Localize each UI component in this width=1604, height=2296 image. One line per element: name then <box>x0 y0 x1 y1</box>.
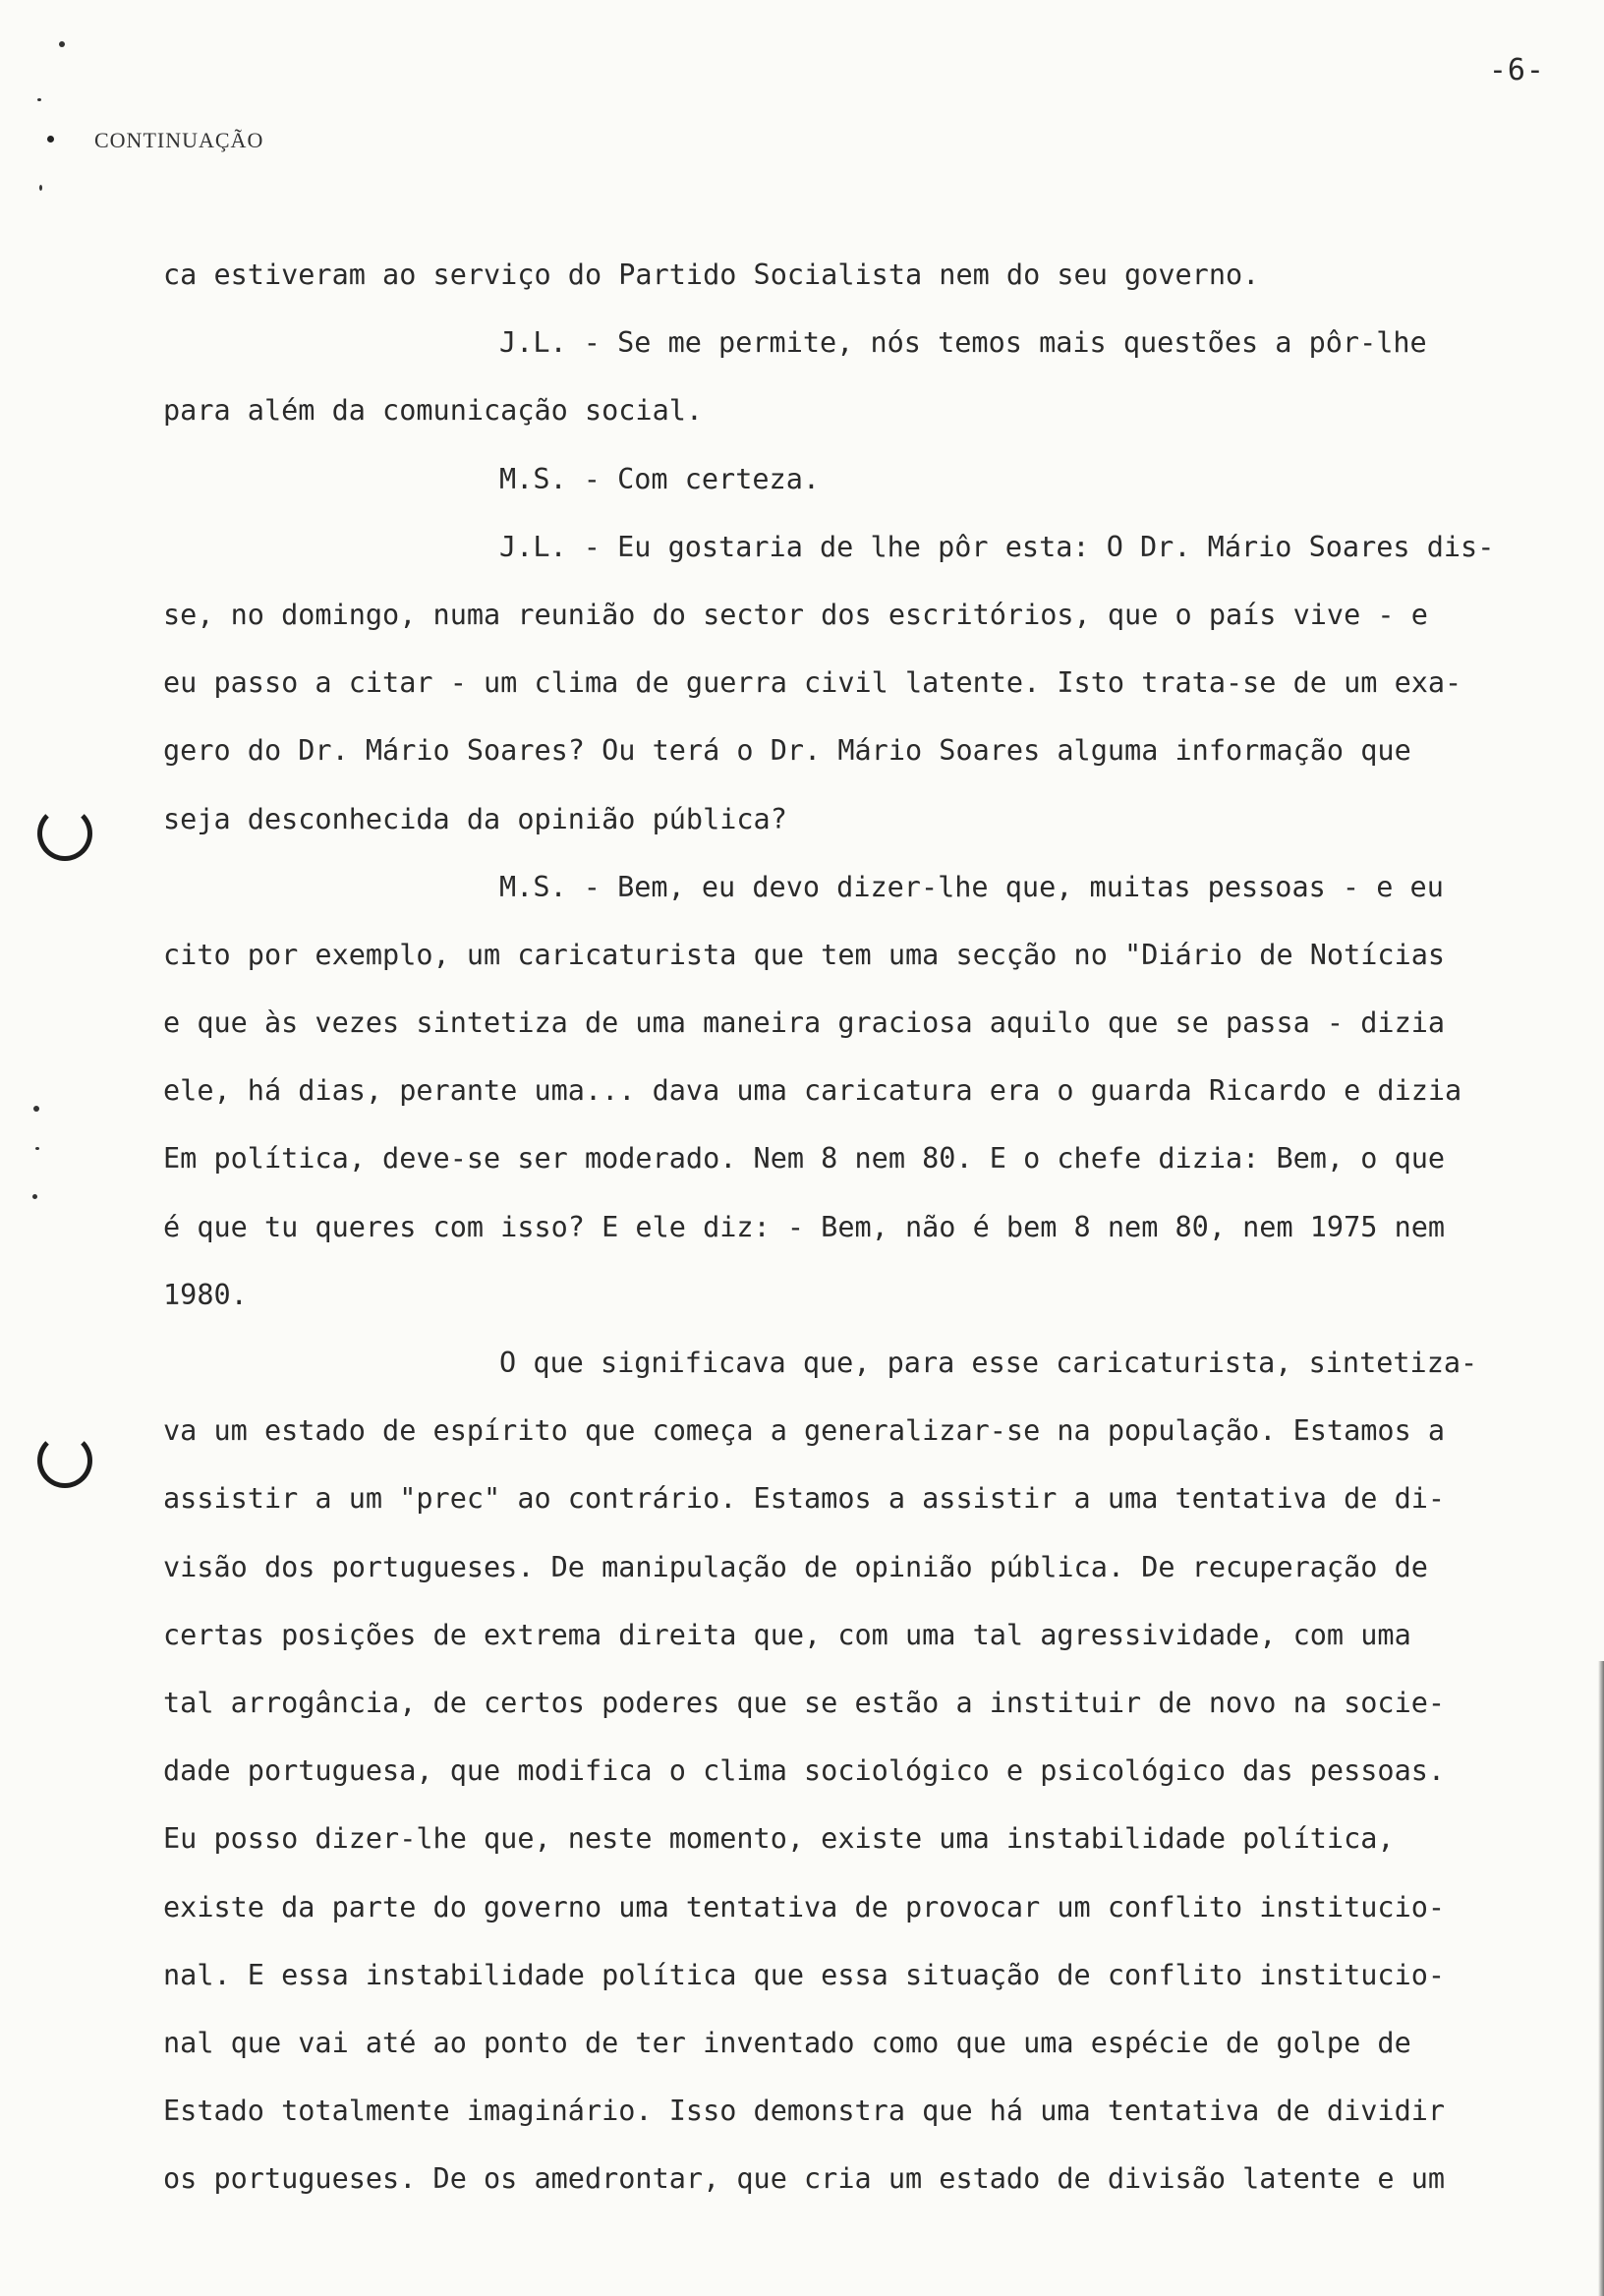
page-number: -6- <box>1488 53 1545 87</box>
text-line: 1980. <box>163 1278 248 1311</box>
text-line: nal. E essa instabilidade política que essa situação de conflito institucio- <box>163 1958 1446 1991</box>
margin-speck <box>32 1194 37 1199</box>
text-line: se, no domingo, numa reunião do sector dos escritórios, que o país vive - e <box>163 598 1428 631</box>
margin-speck <box>37 98 41 101</box>
text-line: M.S. - Bem, eu devo dizer-lhe que, muitas pessoas - e eu <box>499 870 1444 903</box>
text-line: tal arrogância, de certos poderes que se estão a instituir de novo na socie- <box>163 1686 1446 1719</box>
punch-hole-mark <box>37 1433 92 1488</box>
text-line: Em política, deve-se ser moderado. Nem 8 nem 80. E o chefe dizia: Bem, o que <box>163 1142 1446 1176</box>
margin-bullet-mark <box>47 136 54 143</box>
text-line: va um estado de espírito que começa a generalizar-se na população. Estamos a <box>163 1414 1446 1448</box>
text-line: O que significava que, para esse caricaturista, sintetiza- <box>499 1347 1478 1379</box>
punch-hole-mark <box>37 806 92 861</box>
text-line: ca estiveram ao serviço do Partido Socialista nem do seu governo. <box>163 258 1260 291</box>
text-line: certas posições de extrema direita que, com uma tal agressividade, com uma <box>163 1618 1411 1651</box>
text-line: os portugueses. De os amedrontar, que cria um estado de divisão latente e um <box>163 2162 1446 2196</box>
continuation-label: CONTINUAÇÃO <box>94 128 264 152</box>
text-line: existe da parte do governo uma tentativa de provocar um conflito institucio- <box>163 1890 1446 1923</box>
text-line: dade portuguesa, que modifica o clima sociológico e psicológico das pessoas. <box>163 1754 1446 1788</box>
typed-body-text <box>163 241 1598 2212</box>
text-line: Eu posso dizer-lhe que, neste momento, existe uma instabilidade política, <box>163 1822 1395 1856</box>
margin-speck <box>39 185 42 191</box>
text-line: Estado totalmente imaginário. Isso demonstra que há uma tentativa de dividir <box>163 2095 1446 2128</box>
text-line: e que às vezes sintetiza de uma maneira graciosa aquilo que se passa - dizia <box>163 1006 1446 1040</box>
text-line: M.S. - Com certeza. <box>499 462 821 495</box>
scan-edge-shadow <box>1598 1661 1604 2296</box>
text-line: para além da comunicação social. <box>163 394 704 428</box>
text-line: assistir a um "prec" ao contrário. Estamos a assistir a uma tentativa de di- <box>163 1482 1446 1516</box>
text-line: eu passo a citar - um clima de guerra civil latente. Isto trata-se de um exa- <box>163 666 1462 700</box>
text-line: seja desconhecida da opinião pública? <box>163 802 787 835</box>
margin-speck <box>33 1106 39 1112</box>
text-line: nal que vai até ao ponto de ter inventado como que uma espécie de golpe de <box>163 2026 1411 2059</box>
text-line: ele, há dias, perante uma... dava uma caricatura era o guarda Ricardo e dizia <box>163 1074 1462 1108</box>
margin-speck <box>35 1147 39 1150</box>
text-line: J.L. - Eu gostaria de lhe pôr esta: O Dr. Mário Soares dis- <box>499 530 1495 563</box>
text-line: cito por exemplo, um caricaturista que tem uma secção no "Diário de Notícias <box>163 938 1446 971</box>
text-line: visão dos portugueses. De manipulação de opinião pública. De recuperação de <box>163 1550 1428 1583</box>
text-line: J.L. - Se me permite, nós temos mais questões a pôr-lhe <box>499 326 1427 360</box>
margin-speck <box>59 41 65 47</box>
text-line: gero do Dr. Mário Soares? Ou terá o Dr. Mário Soares alguma informação que <box>163 734 1411 768</box>
text-line: é que tu queres com isso? E ele diz: - Bem, não é bem 8 nem 80, nem 1975 nem <box>163 1210 1446 1243</box>
